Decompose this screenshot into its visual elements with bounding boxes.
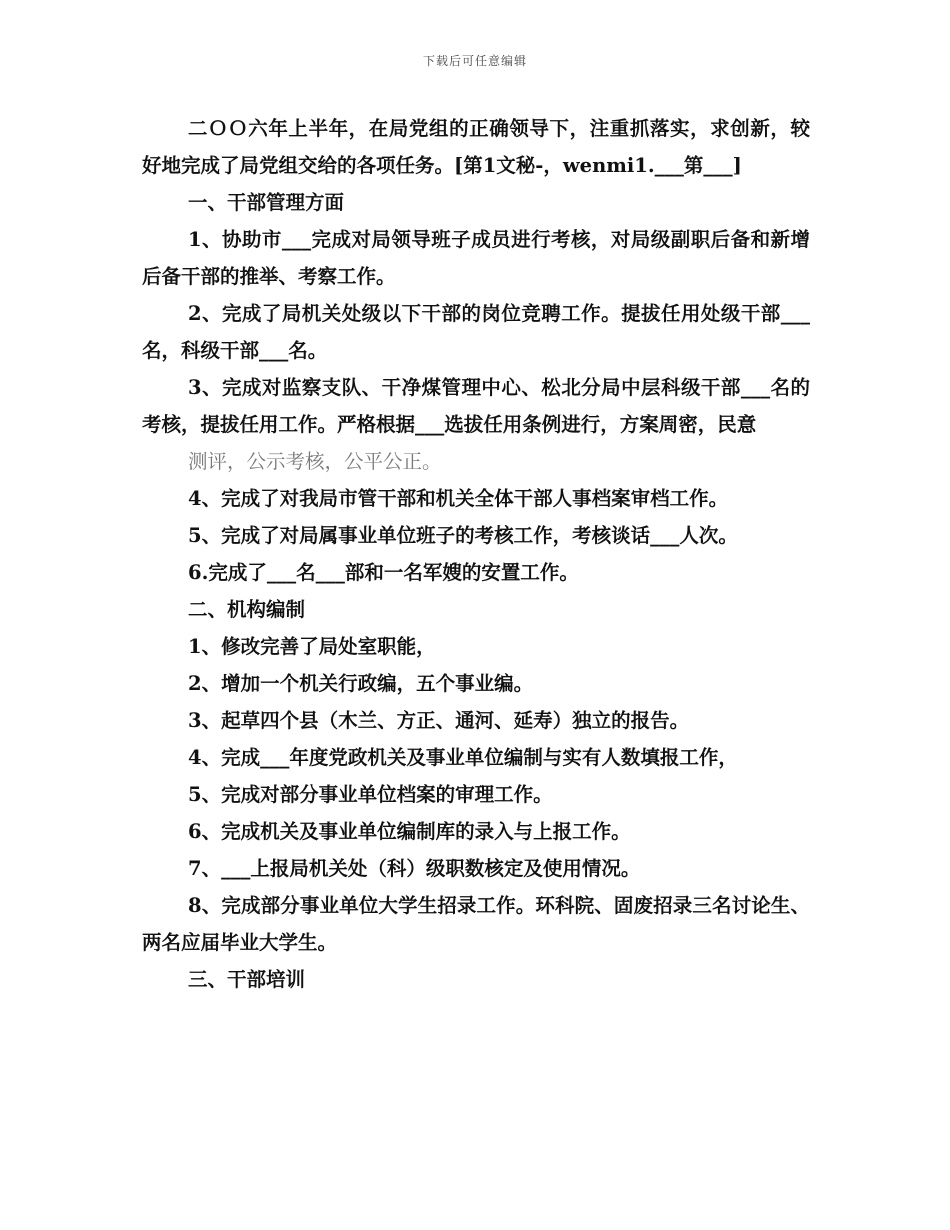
section-heading-cadre-management: 一、干部管理方面 [188,191,345,214]
section-heading-organization: 二、机构编制 [188,598,306,621]
continuation-text: 测评，公示考核，公平公正。 [188,450,442,473]
list-item: 3、起草四个县（木兰、方正、通河、延寿）独立的报告。 [188,709,690,732]
list-item: 1、协助市___完成对局领导班子成员进行考核，对局级副职后备和新增后备干部的推举、考察工作。 [142,228,810,288]
list-item: 4、完成___年度党政机关及事业单位编制与实有人数填报工作， [188,746,738,769]
document-body [142,110,810,998]
list-item: 5、完成了对局属事业单位班子的考核工作，考核谈话___人次。 [188,524,738,547]
section-heading-training: 三、干部培训 [188,968,306,991]
intro-paragraph: 二ＯＯ六年上半年，在局党组的正确领导下，注重抓落实，求创新，较好地完成了局党组交给的各项任务。[第1文秘-，wenmi1.___第___] [142,117,810,177]
list-item: 1、修改完善了局处室职能， [188,635,436,658]
list-item: 2、增加一个机关行政编，五个事业编。 [188,672,534,695]
list-item: 6.完成了___名___部和一名军嫂的安置工作。 [188,561,579,584]
page-header: 下载后可任意编辑 [422,54,527,68]
list-item: 5、完成对部分事业单位档案的审理工作。 [188,783,553,806]
list-item: 6、完成机关及事业单位编制库的录入与上报工作。 [188,820,631,843]
list-item: 3、完成对监察支队、干净煤管理中心、松北分局中层科级干部___名的考核，提拔任用工作。严格根据___选拔任用条例进行，方案周密，民意 [142,376,810,436]
list-item: 4、完成了对我局市管干部和机关全体干部人事档案审档工作。 [188,487,729,510]
list-item: 7、___上报局机关处（科）级职数核定及使用情况。 [188,857,641,880]
list-item: 8、完成部分事业单位大学生招录工作。环科院、固废招录三名讨论生、两名应届毕业大学生。 [142,894,810,954]
list-item: 2、完成了局机关处级以下干部的岗位竞聘工作。提拔任用处级干部___名，科级干部___名。 [142,302,810,362]
